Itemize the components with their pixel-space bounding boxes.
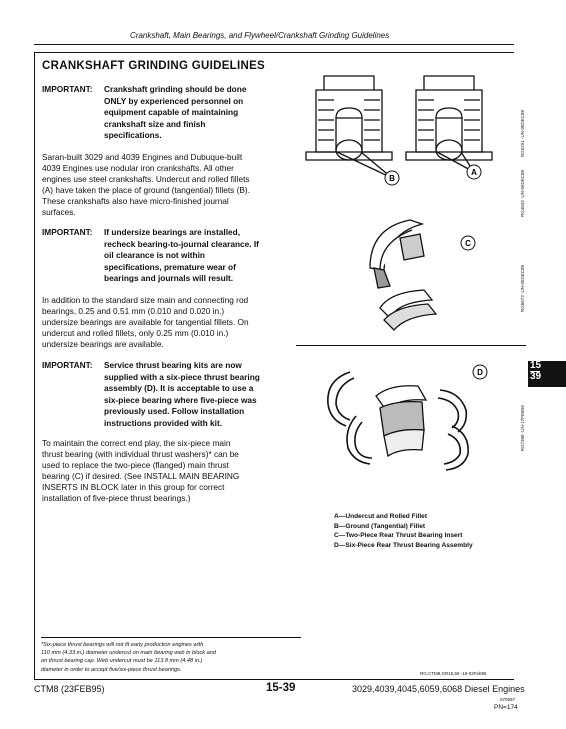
svg-text:D: D (477, 368, 483, 377)
important-text: Crankshaft grinding should be done ONLY by experienced personnel on equipment capable of maintaining crankshaft size and finish specifications. (104, 84, 247, 140)
paragraph-undersize-bearings: In addition to the standard size main and connecting rod bearings, 0.25 and 0.51 mm (0.010 and 0.020 in.) undersize bearings are available for tangential fillets. On undercut and rolled fillets, only 0.25 mm (0.010 in.) undersize bearings are available. (42, 295, 249, 349)
footer-date: 070597 (500, 697, 516, 702)
section-top-rule (34, 52, 514, 53)
footnote-rule (41, 637, 301, 638)
footnote: *Six-piece thrust bearings will not fit early production engines with 110 mm (4.33 in.) diameter undercut on main bearing web in block and on thrust bearing cap. Web undercut must be 113.8 mm (4.48 in.) diameter in order to accept five/six-piece thrust bearings. (41, 642, 216, 673)
footer-rule (34, 679, 514, 680)
two-piece-thrust-bearing-illustration (360, 208, 490, 338)
section-left-rule (34, 52, 35, 680)
svg-text:A: A (471, 168, 477, 177)
figure-code-2: RG4843 -UN-05DEC88 (520, 170, 525, 218)
important-label: IMPORTANT: (42, 84, 93, 94)
page-header: Crankshaft, Main Bearings, and Flywheel/Crankshaft Grinding Guidelines (130, 31, 390, 40)
important-text: Service thrust bearing kits are now supplied with a six-piece thrust bearing assembly (D). It is acceptable to use a six-piece bearing where five-piece was previously used. Follow installation instructions provided with kit. (104, 360, 260, 428)
divider-rule (296, 345, 526, 346)
figure-legend: A—Undercut and Rolled Fillet B—Ground (Tangential) Fillet C—Two-Piece Rear Thrust Bearing Insert D—Six-Piece Rear Thrust Bearing Assembly (334, 513, 473, 549)
crankshaft-fillet-illustration (296, 60, 526, 190)
footer-page-number: 15-39 (266, 682, 296, 694)
figure-code-1: RG5291 -UN-08DEC88 (520, 110, 525, 158)
important-text: If undersize bearings are installed, recheck bearing-to-journal clearance. If oil clearance is not within specifications, premature wear of bearings and journals will result. (104, 227, 259, 283)
section-title: CRANKSHAFT GRINDING GUIDELINES (42, 60, 266, 72)
footer-pn: PN=174 (494, 704, 518, 711)
footer-engine-models: 3029,4039,4045,6059,6068 Diesel Engines (352, 684, 525, 694)
figure-code-4: RG7388 -UN-17FEB95 (520, 405, 525, 452)
important-note-3 (42, 360, 302, 432)
important-note-1 (42, 84, 302, 144)
header-rule (34, 44, 514, 45)
svg-text:B: B (389, 174, 395, 183)
paragraph-crankshaft-material: Saran-built 3029 and 4039 Engines and Dubuque-built 4039 Engines use nodular iron crankshafts. All other engines use steel crankshafts. Undercut and rolled fillets (A) have taken the place of ground (tangential) fillets (B). These crankshafts also have micro-finished journal surfaces. (42, 152, 250, 217)
record-code: RG,CTM8,GR15,59 -19-02Feb95 (420, 671, 487, 676)
important-label: IMPORTANT: (42, 227, 93, 237)
figure-code-3: RG6673 -UN-05DEC88 (520, 265, 525, 313)
svg-text:C: C (465, 239, 471, 248)
important-note-2 (42, 227, 302, 287)
paragraph-thrust-bearing: To maintain the correct end play, the six-piece main thrust bearing (with individual thrust washers)* can be used to replace the two-piece (flanged) main thrust bearing (C) if desired. (See INSTALL MAIN BEARING INSERTS IN BLOCK later in this group for correct installation of five-piece thrust bearings.) (42, 438, 240, 503)
footer-manual-id: CTM8 (23FEB95) (34, 684, 105, 694)
section-tab: 15 39 (528, 361, 566, 387)
important-label: IMPORTANT: (42, 360, 93, 370)
six-piece-thrust-bearing-illustration (320, 360, 500, 480)
